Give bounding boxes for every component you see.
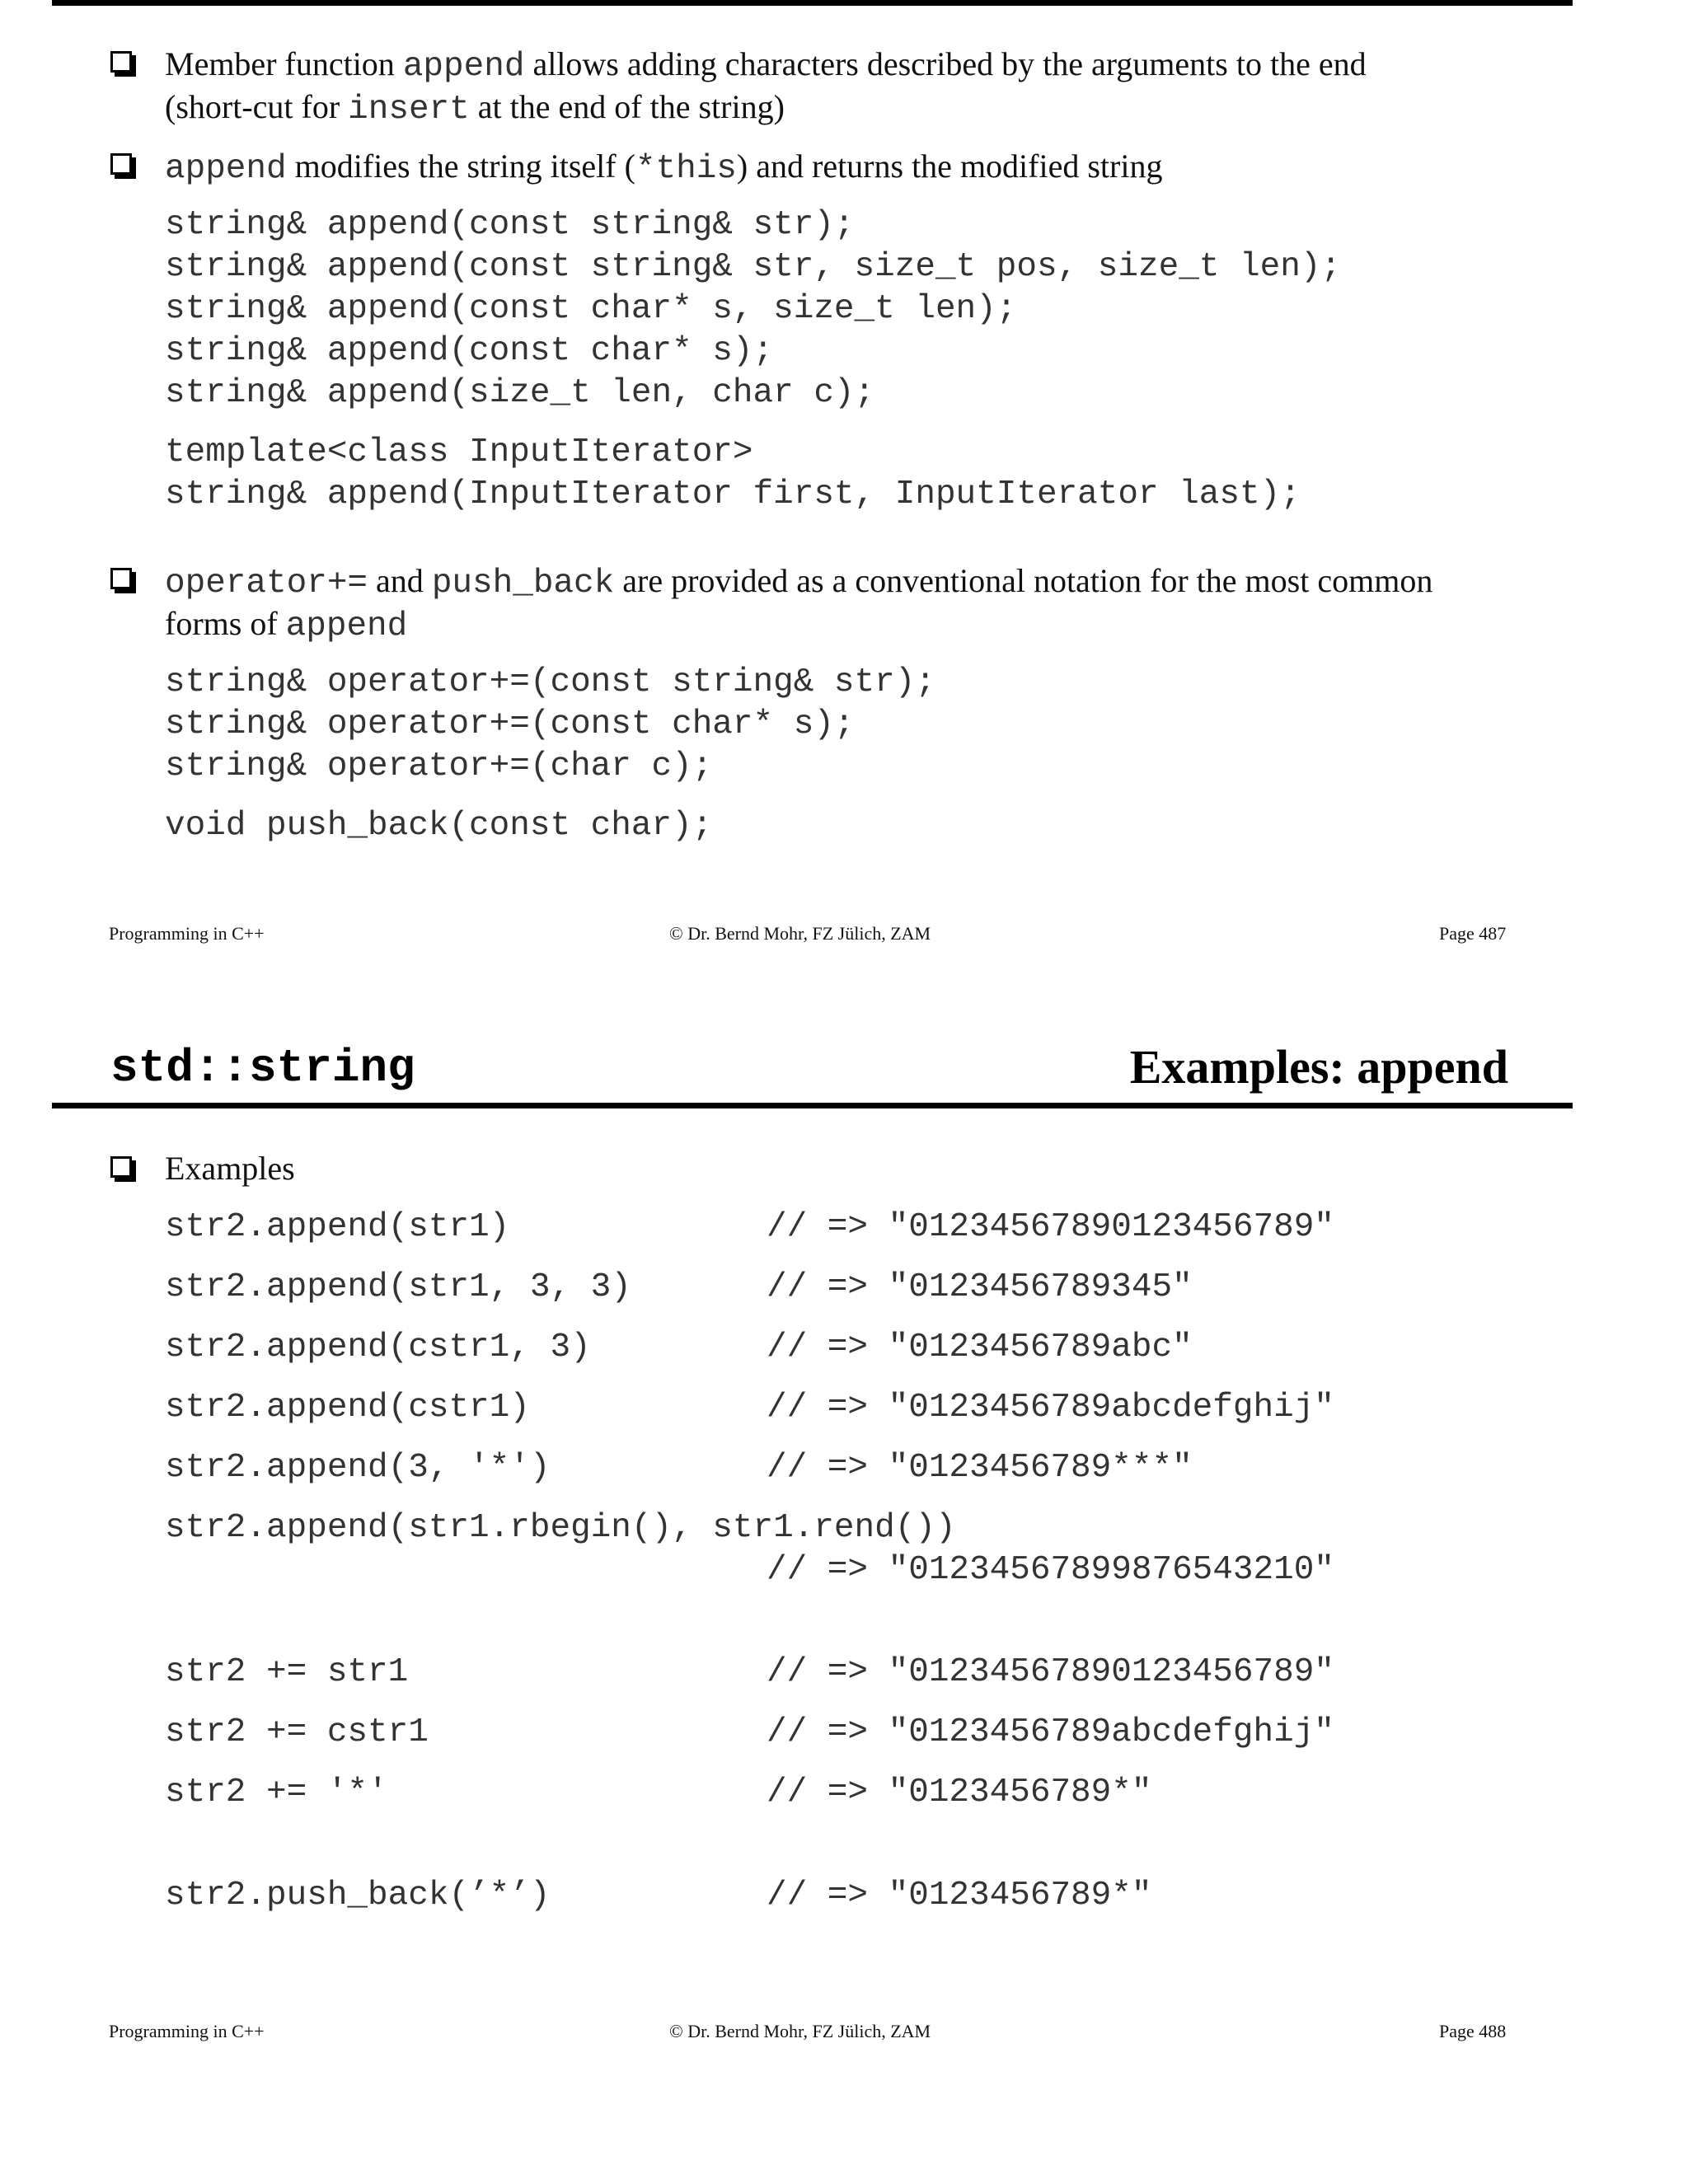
example-result: // => "0123456789*" (767, 1877, 1152, 1915)
append-signature-2: string& append(const string& str, size_t pos, size_t len); (165, 248, 1342, 286)
example-code: str2 += '*' (165, 1774, 388, 1811)
example-code: str2.append(cstr1) (165, 1389, 530, 1427)
bullet-2-code-this: *this (635, 150, 737, 188)
example-code: str2 += cstr1 (165, 1713, 429, 1751)
bullet-1-line-1 (165, 43, 1367, 88)
example-code: str2.push_back(’*’) (165, 1877, 551, 1915)
footer-center: © Dr. Bernd Mohr, FZ Jülich, ZAM (669, 2021, 931, 2041)
example-result: // => "0123456789abcdefghij" (767, 1713, 1334, 1751)
example-code: str2.append(str1, 3, 3) (165, 1268, 631, 1306)
bullet-1-line-2 (165, 86, 785, 131)
example-code: str2.append(cstr1, 3) (165, 1329, 591, 1366)
example-code: str2.append(str1.rbegin(), str1.rend()) (165, 1509, 956, 1547)
footer-left: Programming in C++ (109, 923, 265, 944)
bullet-1-code-insert: insert (348, 91, 470, 129)
example-result: // => "01234567899876543210" (767, 1551, 1334, 1589)
example-result: // => "01234567890123456789" (767, 1208, 1334, 1246)
example-code: str2 += str1 (165, 1653, 409, 1691)
example-result: // => "0123456789abcdefghij" (767, 1389, 1334, 1427)
push-back-signature: void push_back(const char); (165, 807, 713, 845)
bullet-3-text-a: and (368, 562, 432, 599)
example-result: // => "0123456789*" (767, 1774, 1152, 1811)
page-title-right: Examples: append (1129, 1040, 1508, 1094)
bullet-1-text-b: allows adding characters described by the arguments to the end (524, 45, 1367, 82)
footer-left: Programming in C++ (109, 2021, 265, 2041)
bullet-2-text-a: modifies the string itself ( (286, 148, 635, 185)
operator-signature-1: string& operator+=(const string& str); (165, 663, 935, 701)
append-signature-4: string& append(const char* s); (165, 332, 774, 370)
append-signature-5: string& append(size_t len, char c); (165, 374, 875, 412)
append-iterator-signature: string& append(InputIterator first, InputIterator last); (165, 476, 1301, 513)
operator-signature-3: string& operator+=(char c); (165, 748, 713, 785)
template-line: template<class InputIterator> (165, 434, 753, 471)
bullet-3-line-2 (165, 602, 407, 648)
bullet-2-line-1 (165, 145, 1162, 190)
bullet-2-code-append: append (165, 150, 287, 188)
bullet-1-text-c: (short-cut for (165, 88, 349, 125)
example-code: str2.append(3, '*') (165, 1449, 551, 1487)
footer-page-number: Page 488 (1439, 2021, 1507, 2041)
bullet-icon (110, 153, 132, 175)
bullet-3-code-append: append (285, 607, 408, 645)
operator-signature-2: string& operator+=(const char* s); (165, 705, 855, 743)
example-result: // => "0123456789abc" (767, 1329, 1193, 1366)
bullet-icon (110, 568, 132, 589)
footer-center: © Dr. Bernd Mohr, FZ Jülich, ZAM (669, 923, 931, 944)
bullet-icon (110, 1156, 132, 1178)
examples-heading: Examples (165, 1150, 295, 1187)
example-result: // => "0123456789345" (767, 1268, 1193, 1306)
bullet-1-code-append: append (402, 48, 525, 86)
bullet-3-text-c: forms of (165, 605, 286, 642)
title-rule (52, 1103, 1573, 1108)
bullet-1-text-a: Member function (165, 45, 403, 82)
example-result: // => "0123456789***" (767, 1449, 1193, 1487)
bullet-3-text-b: are provided as a conventional notation for the most common (614, 562, 1433, 599)
bullet-icon (110, 51, 132, 73)
top-rule (52, 0, 1573, 6)
footer-page-number: Page 487 (1439, 923, 1507, 944)
append-signature-3: string& append(const char* s, size_t len); (165, 290, 1017, 328)
page-title-left: std::string (110, 1042, 415, 1094)
append-signature-1: string& append(const string& str); (165, 206, 855, 244)
example-result: // => "01234567890123456789" (767, 1653, 1334, 1691)
example-code: str2.append(str1) (165, 1208, 510, 1246)
bullet-3-line-1 (165, 560, 1432, 605)
bullet-3-code-push-back: push_back (431, 565, 615, 602)
bullet-1-text-d: at the end of the string) (469, 88, 785, 125)
bullet-3-code-operator: operator+= (165, 565, 368, 602)
bullet-2-text-b: ) and returns the modified string (736, 148, 1163, 185)
